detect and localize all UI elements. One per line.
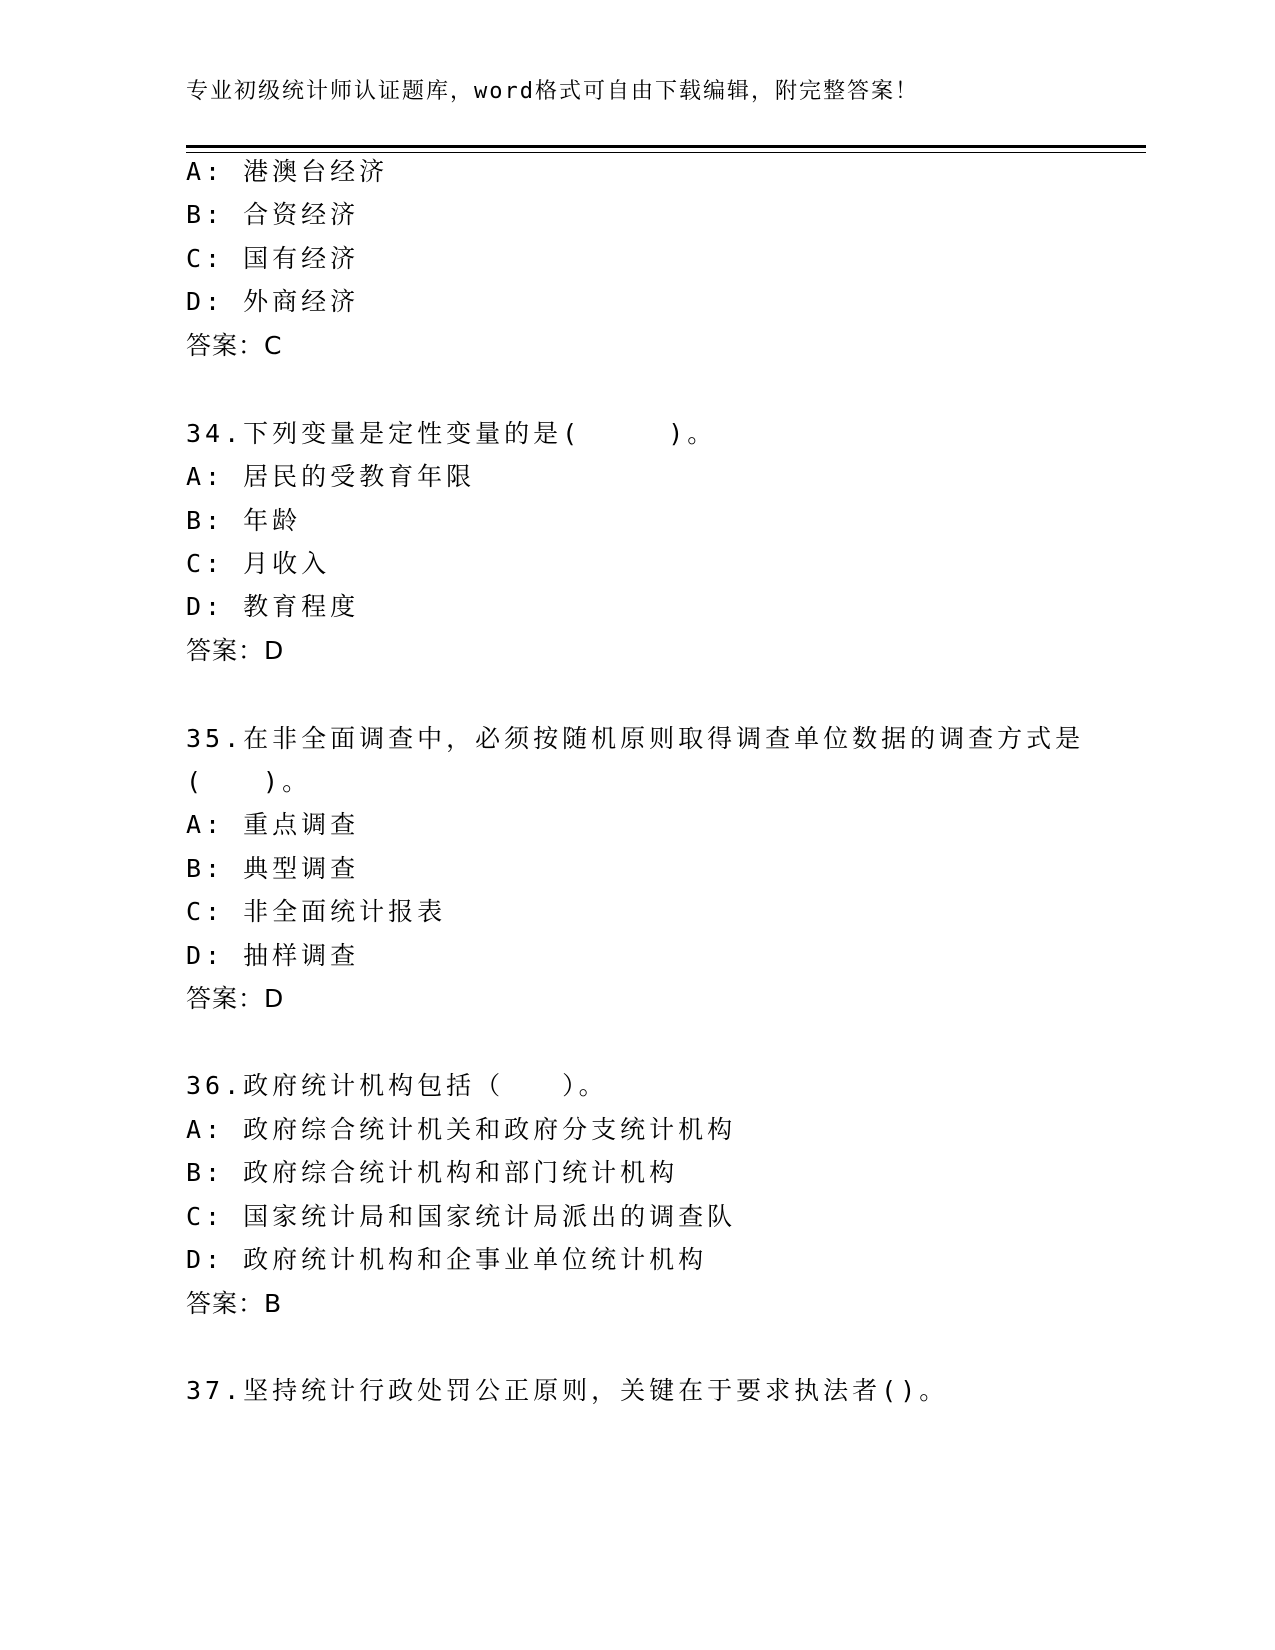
q36-option-a: A: 政府综合统计机关和政府分支统计机构 <box>186 1115 737 1144</box>
q36-stem: 36.政府统计机构包括（ ）。 <box>186 1071 608 1100</box>
q34-answer: 答案：D <box>186 636 285 665</box>
q36-option-b: B: 政府综合统计机构和部门统计机构 <box>186 1158 679 1187</box>
q36-answer: 答案：B <box>186 1289 283 1318</box>
header-rule-thick <box>186 145 1146 148</box>
q35-answer: 答案：D <box>186 984 285 1013</box>
page-header: 专业初级统计师认证题库，word格式可自由下载编辑，附完整答案！ <box>186 79 919 104</box>
q34-stem: 34.下列变量是定性变量的是( )。 <box>186 419 717 448</box>
q36-option-d: D: 政府统计机构和企事业单位统计机构 <box>186 1245 708 1274</box>
q34-option-a: A: 居民的受教育年限 <box>186 462 476 491</box>
header-rule-thin <box>186 152 1146 153</box>
q33-option-a: A: 港澳台经济 <box>186 157 389 186</box>
q35-stem-line2: ( )。 <box>186 767 312 796</box>
q35-option-a: A: 重点调查 <box>186 810 360 839</box>
document-page <box>186 0 1146 1650</box>
q37-stem: 37.坚持统计行政处罚公正原则，关键在于要求执法者()。 <box>186 1376 949 1405</box>
q33-option-b: B: 合资经济 <box>186 200 360 229</box>
q36-option-c: C: 国家统计局和国家统计局派出的调查队 <box>186 1202 737 1231</box>
q35-option-b: B: 典型调查 <box>186 854 360 883</box>
q34-option-c: C: 月收入 <box>186 549 331 578</box>
q33-option-d: D: 外商经济 <box>186 287 360 316</box>
q35-stem-line1: 35.在非全面调查中，必须按随机原则取得调查单位数据的调查方式是 <box>186 724 1085 753</box>
q35-option-d: D: 抽样调查 <box>186 941 360 970</box>
q35-option-c: C: 非全面统计报表 <box>186 897 447 926</box>
q34-option-d: D: 教育程度 <box>186 592 360 621</box>
q33-answer: 答案：C <box>186 331 283 360</box>
q33-option-c: C: 国有经济 <box>186 244 360 273</box>
q34-option-b: B: 年龄 <box>186 506 302 535</box>
